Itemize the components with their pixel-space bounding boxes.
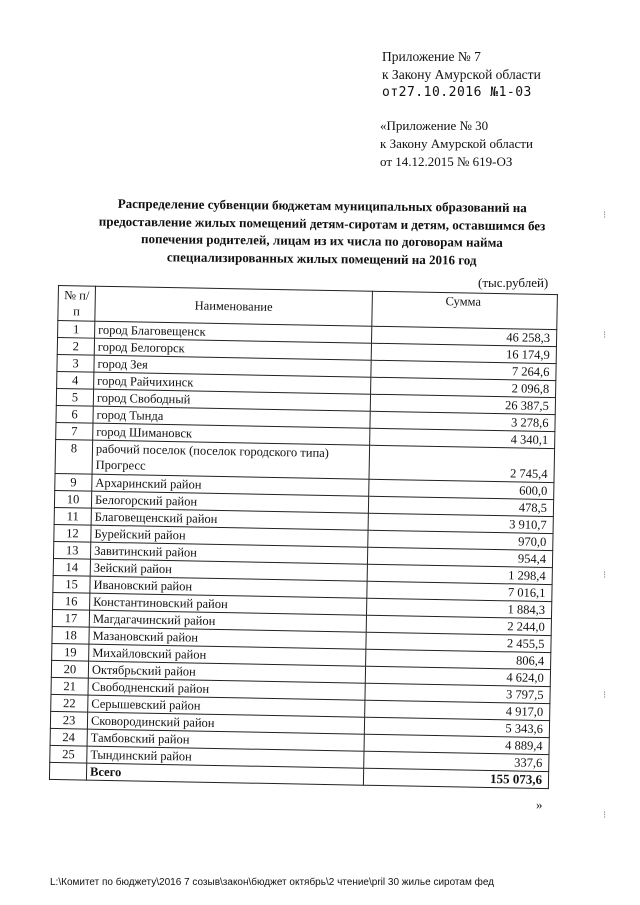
row-name: Свободненский район	[88, 678, 365, 700]
row-number: 7	[56, 422, 93, 440]
document-title: Распределение субвенции бюджетам муниципальных образований на предоставление жилых помещений детям-сиротам и детям, оставшимся без попечения родителей, лицам из их числа по договорам найма специализированных жилых помещений на 2016 год	[98, 195, 546, 268]
row-number: 20	[51, 660, 88, 678]
row-number: 17	[52, 609, 89, 627]
row-name: Зейский район	[90, 559, 367, 581]
row-sum: 337,6	[364, 751, 549, 771]
row-name: город Тында	[93, 406, 370, 428]
column-header-number: № п/п	[58, 286, 96, 322]
row-sum: 3 278,6	[370, 411, 555, 431]
row-sum: 2 745,4	[369, 445, 555, 482]
row-name: Тамбовский район	[87, 729, 364, 751]
row-sum: 4 917,0	[365, 700, 550, 720]
row-number: 5	[56, 388, 93, 406]
row-sum: 954,4	[367, 547, 552, 567]
closing-quote: »	[536, 797, 543, 812]
total-sum: 155 073,6	[363, 768, 548, 788]
row-number: 8	[55, 439, 93, 474]
row-number: 10	[54, 490, 91, 508]
row-sum: 478,5	[368, 496, 553, 516]
row-sum: 7 264,6	[371, 360, 556, 380]
annex-30-header	[380, 117, 533, 171]
row-name: город Свободный	[93, 389, 370, 411]
row-sum: 46 258,3	[371, 326, 556, 346]
row-number: 4	[57, 371, 94, 389]
row-name: город Шимановск	[93, 423, 370, 445]
row-name: Мазановский район	[89, 627, 366, 649]
row-sum: 1 298,4	[367, 564, 552, 584]
table-body	[50, 321, 557, 772]
row-number: 16	[53, 592, 90, 610]
row-number: 21	[51, 677, 88, 695]
row-number: 11	[54, 507, 91, 525]
row-sum: 7 016,1	[367, 581, 552, 601]
row-sum: 806,4	[366, 649, 551, 669]
annex-7-date-number: от27.10.2016 №1-03	[382, 85, 532, 100]
row-name: Завитинский район	[90, 542, 367, 564]
row-number: 23	[50, 711, 87, 729]
scan-mark: ⁝	[603, 810, 607, 821]
row-number: 15	[53, 575, 90, 593]
row-name: Белогорский район	[91, 491, 368, 513]
row-number: 22	[51, 694, 88, 712]
row-name: город Благовещенск	[95, 321, 372, 343]
row-name: Константиновский район	[90, 593, 367, 615]
annex-7-header	[382, 48, 541, 102]
row-name: Серышевский район	[88, 695, 365, 717]
row-number: 25	[50, 745, 87, 763]
row-name: город Зея	[94, 355, 371, 377]
row-sum: 3 797,5	[365, 683, 550, 703]
row-name: Благовещенский район	[91, 508, 368, 530]
row-sum: 4 889,4	[364, 734, 549, 754]
row-number: 13	[53, 541, 90, 559]
row-number: 2	[57, 338, 94, 356]
row-name: рабочий поселок (поселок городского типа) Прогресс	[92, 440, 370, 479]
row-number: 24	[50, 728, 87, 746]
row-sum: 970,0	[368, 530, 553, 550]
row-number: 19	[52, 643, 89, 661]
row-number: 3	[57, 354, 94, 372]
row-number: 6	[56, 405, 93, 423]
row-number: 18	[52, 626, 89, 644]
row-sum: 4 340,1	[370, 428, 555, 448]
scan-mark: ⁝	[603, 330, 607, 341]
annex-7-line-2: к Закону Амурской области	[382, 67, 541, 82]
row-sum: 16 174,9	[371, 343, 556, 363]
row-sum: 3 910,7	[368, 513, 553, 533]
row-sum: 1 884,3	[367, 598, 552, 618]
annex-30-line-3: от 14.12.2015 № 619-ОЗ	[380, 154, 513, 169]
file-path-footer: L:\Комитет по бюджету\2016 7 созыв\закон\бюджет октябрь\2 чтение\pril 30 жилье сиротам фед	[50, 877, 495, 888]
annex-7-line-1: Приложение № 7	[382, 49, 481, 64]
row-name: Архаринский район	[92, 474, 369, 496]
row-name: город Белогорск	[94, 338, 371, 360]
row-name: Сковородинский район	[87, 712, 364, 734]
row-number: 9	[55, 473, 92, 491]
row-sum: 600,0	[369, 479, 554, 499]
scan-mark: ⁝	[603, 210, 607, 221]
row-name: Магдагачинский район	[89, 610, 366, 632]
row-sum: 2 244,0	[366, 615, 551, 635]
row-sum: 5 343,6	[364, 717, 549, 737]
column-header-sum: Сумма	[372, 291, 558, 329]
scan-mark: ⁝	[603, 570, 607, 581]
row-name: Бурейский район	[91, 525, 368, 547]
row-sum: 2 096,8	[371, 377, 556, 397]
row-sum: 2 455,5	[366, 632, 551, 652]
row-number: 12	[54, 524, 91, 542]
row-sum: 26 387,5	[370, 394, 555, 414]
column-header-name: Наименование	[95, 286, 373, 326]
row-name: Ивановский район	[90, 576, 367, 598]
total-label: Всего	[86, 763, 363, 785]
subvention-table	[49, 285, 558, 789]
row-name: Тындинский район	[87, 746, 364, 768]
scan-mark: ⁝	[603, 690, 607, 701]
row-sum: 4 624,0	[365, 666, 550, 686]
row-name: Октябрьский район	[88, 661, 365, 683]
row-number: 1	[58, 321, 95, 339]
unit-label: (тыс.рублей)	[478, 275, 549, 290]
annex-30-line-1: «Приложение № 30	[380, 118, 489, 133]
annex-30-line-2: к Закону Амурской области	[380, 136, 533, 151]
row-name: Михайловский район	[89, 644, 366, 666]
row-name: город Райчихинск	[94, 372, 371, 394]
row-number: 14	[53, 558, 90, 576]
total-number-cell	[49, 762, 86, 780]
